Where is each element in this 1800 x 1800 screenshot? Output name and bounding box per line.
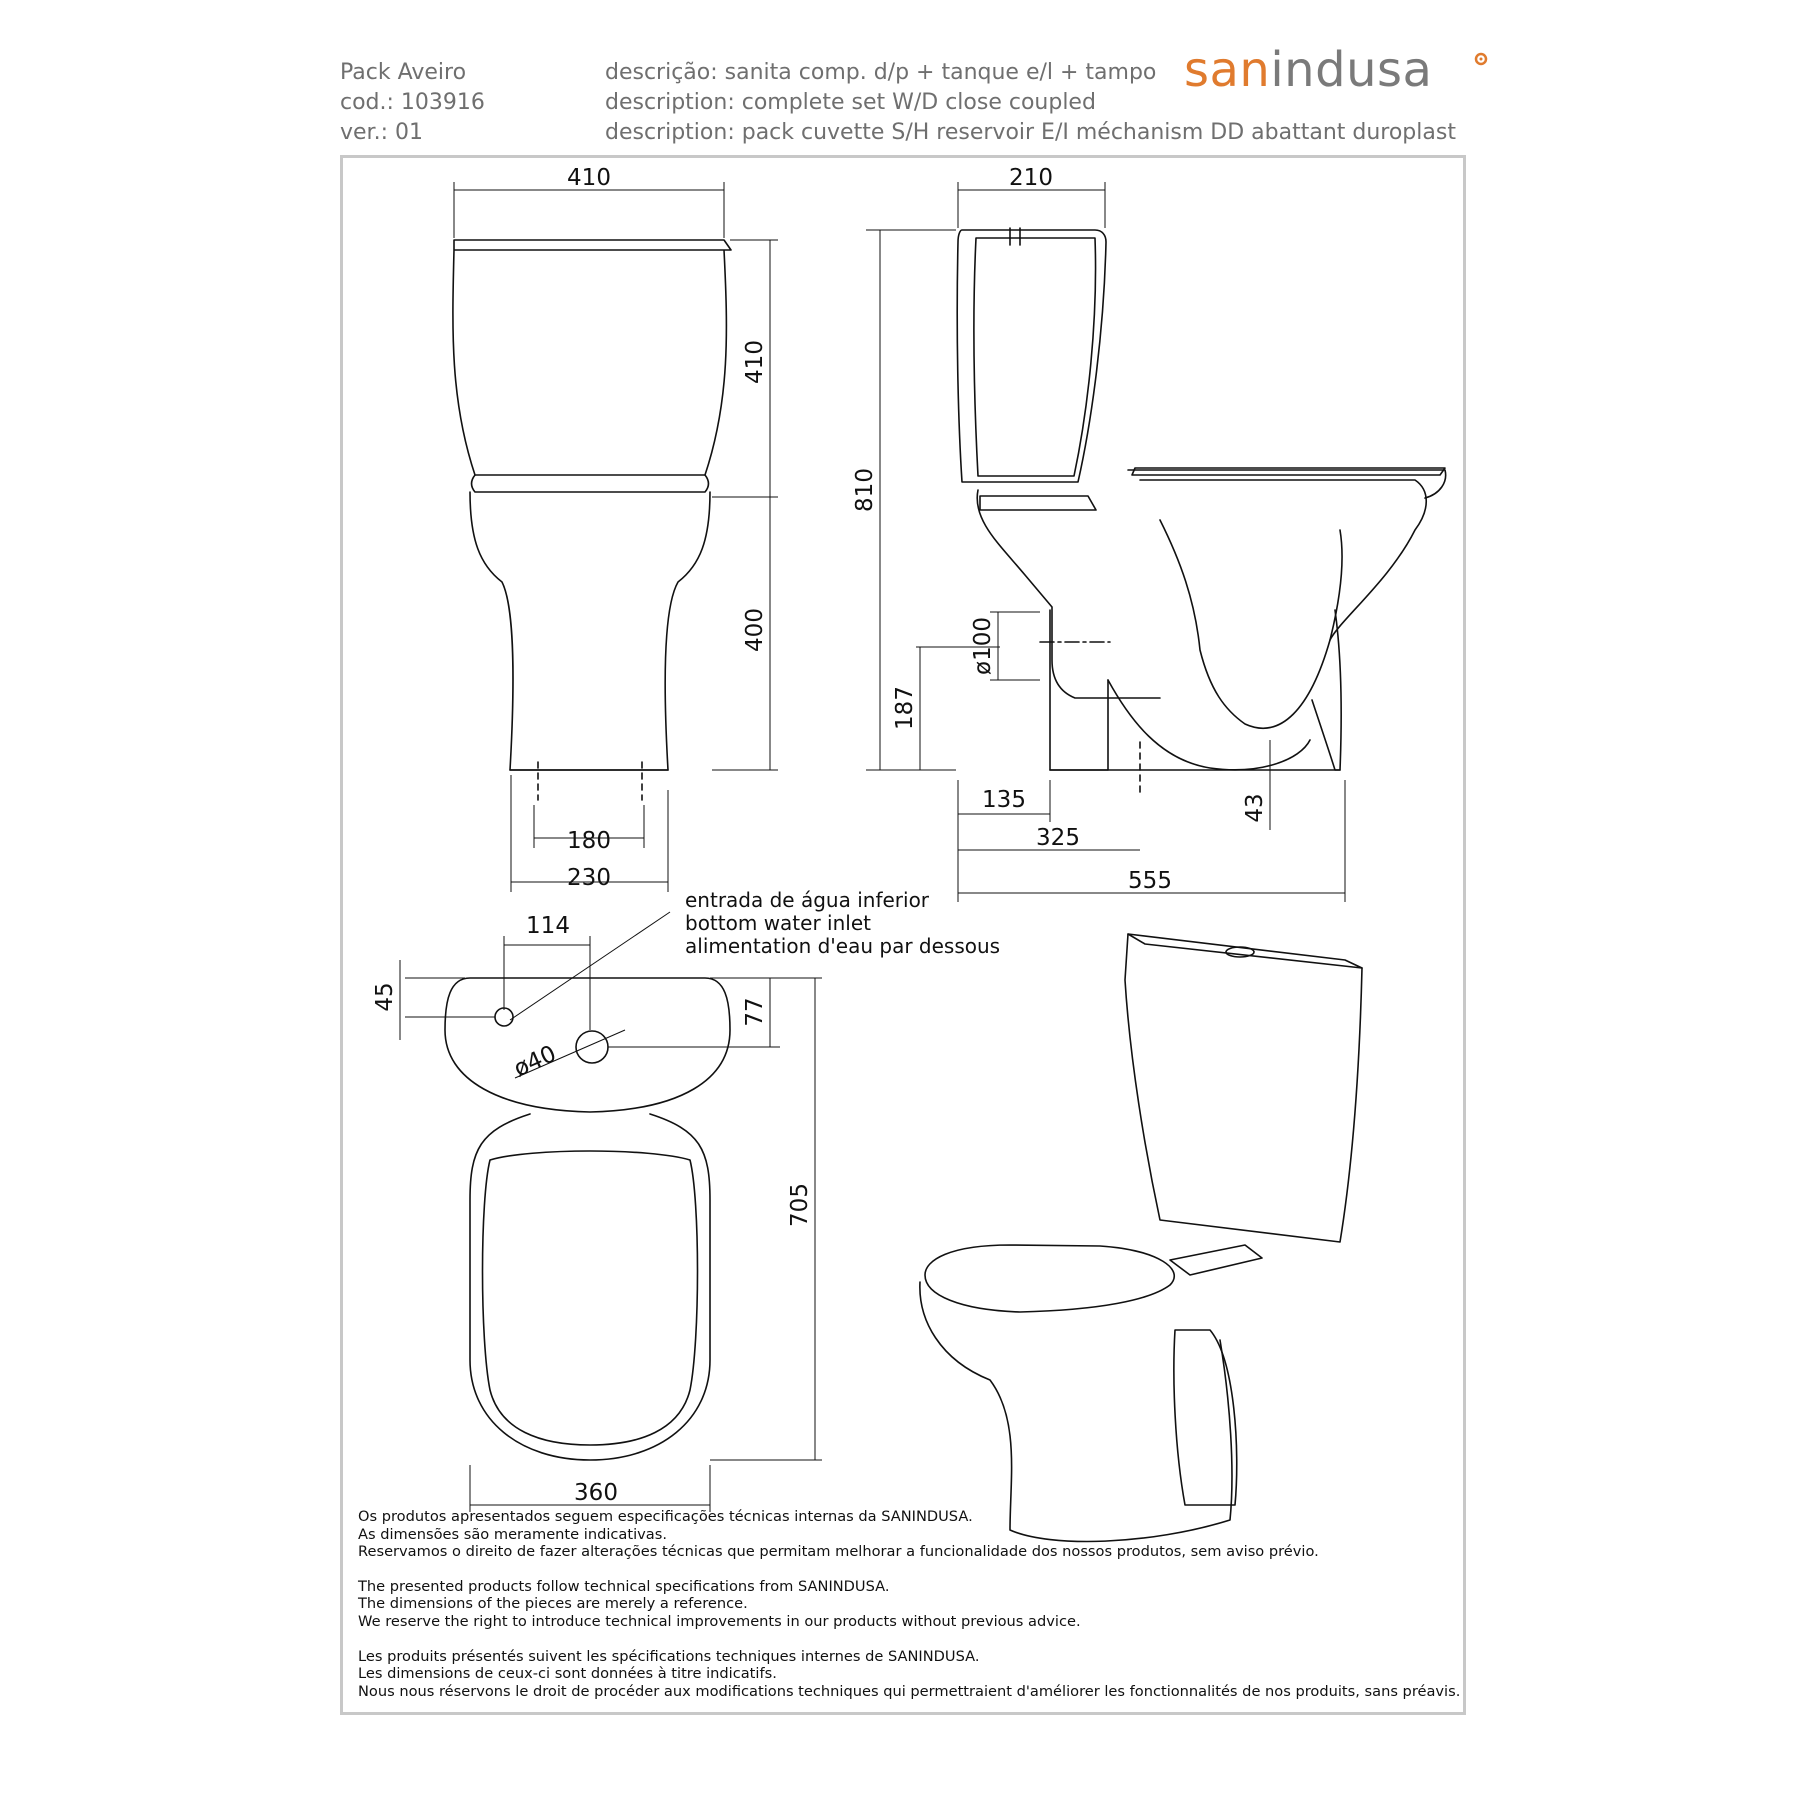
- dim-drain-diameter: ø100: [970, 617, 996, 675]
- disclaimer-line: Nous nous réservons le droit de procéder aux modifications techniques qui permettraient d'améliorer les fonctionnalités de nos produits, sans préavis.: [358, 1682, 1461, 1700]
- disclaimer-line: Les dimensions de ceux-ci sont données à titre indicatifs.: [358, 1665, 777, 1683]
- water-inlet-en: bottom water inlet: [685, 911, 871, 935]
- water-inlet-fr: alimentation d'eau par dessous: [685, 934, 1001, 958]
- water-inlet-pt: entrada de água inferior: [685, 888, 930, 912]
- disclaimer-line: We reserve the right to introduce technical improvements in our products without previous advice.: [358, 1612, 1081, 1630]
- disclaimer-line: The dimensions of the pieces are merely a reference.: [358, 1595, 748, 1613]
- dim-tank-height: 410: [742, 340, 768, 384]
- dim-inlet-depth: 45: [372, 982, 398, 1012]
- disclaimer-en: [358, 1578, 1460, 1631]
- description-fr: description: pack cuvette S/H reservoir E/I méchanism DD abattant duroplast: [605, 120, 1456, 145]
- top-view: [445, 978, 730, 1460]
- dim-base-width: 230: [567, 865, 611, 891]
- dim-rear-to-fix: 325: [1036, 825, 1080, 851]
- side-view: [957, 228, 1445, 795]
- logo-part-san: san: [1184, 42, 1271, 98]
- product-version: ver.: 01: [340, 120, 423, 145]
- disclaimer-line: The presented products follow technical specifications from SANINDUSA.: [358, 1577, 890, 1595]
- disclaimer-line: Reservamos o direito de fazer alterações técnicas que permitam melhorar a funcionalidade dos nossos produtos, sem aviso prévio.: [358, 1543, 1319, 1561]
- disclaimer-pt: [358, 1508, 1460, 1561]
- isometric-view: [920, 934, 1362, 1541]
- dim-total-height: 810: [852, 468, 878, 512]
- disclaimer-line: As dimensões são meramente indicativas.: [358, 1525, 667, 1543]
- disclaimer-notes: [358, 1508, 1460, 1717]
- front-view: [453, 240, 731, 800]
- dim-bowl-height: 400: [742, 608, 768, 652]
- disclaimer-line: Os produtos apresentados seguem especificações técnicas internas da SANINDUSA.: [358, 1508, 973, 1525]
- dim-total-depth: 555: [1128, 868, 1172, 894]
- description-en: description: complete set W/D close coupled: [605, 90, 1096, 115]
- dim-hole-depth: 77: [742, 997, 768, 1027]
- dim-top-length: 705: [787, 1183, 813, 1227]
- dim-front-width: 410: [567, 165, 611, 191]
- dim-top-width: 360: [574, 1480, 618, 1506]
- product-name: Pack Aveiro: [340, 60, 467, 85]
- dim-inner-spacing: 180: [567, 828, 611, 854]
- dim-inlet-offset: 114: [526, 913, 570, 939]
- product-code: cod.: 103916: [340, 90, 485, 115]
- dim-drain-height: 187: [892, 686, 918, 730]
- disclaimer-fr: [358, 1648, 1460, 1701]
- dim-tank-depth: 210: [1009, 165, 1053, 191]
- disclaimer-line: Les produits présentés suivent les spécifications techniques internes de SANINDUSA.: [358, 1647, 980, 1665]
- logo-part-indusa: indusa: [1270, 42, 1433, 98]
- dim-fix-height: 43: [1242, 793, 1268, 823]
- dim-drain-offset: 135: [982, 787, 1026, 813]
- description-pt: descrição: sanita comp. d/p + tanque e/l + tampo: [605, 60, 1157, 85]
- dim-hole-diameter: ø40: [510, 1040, 561, 1083]
